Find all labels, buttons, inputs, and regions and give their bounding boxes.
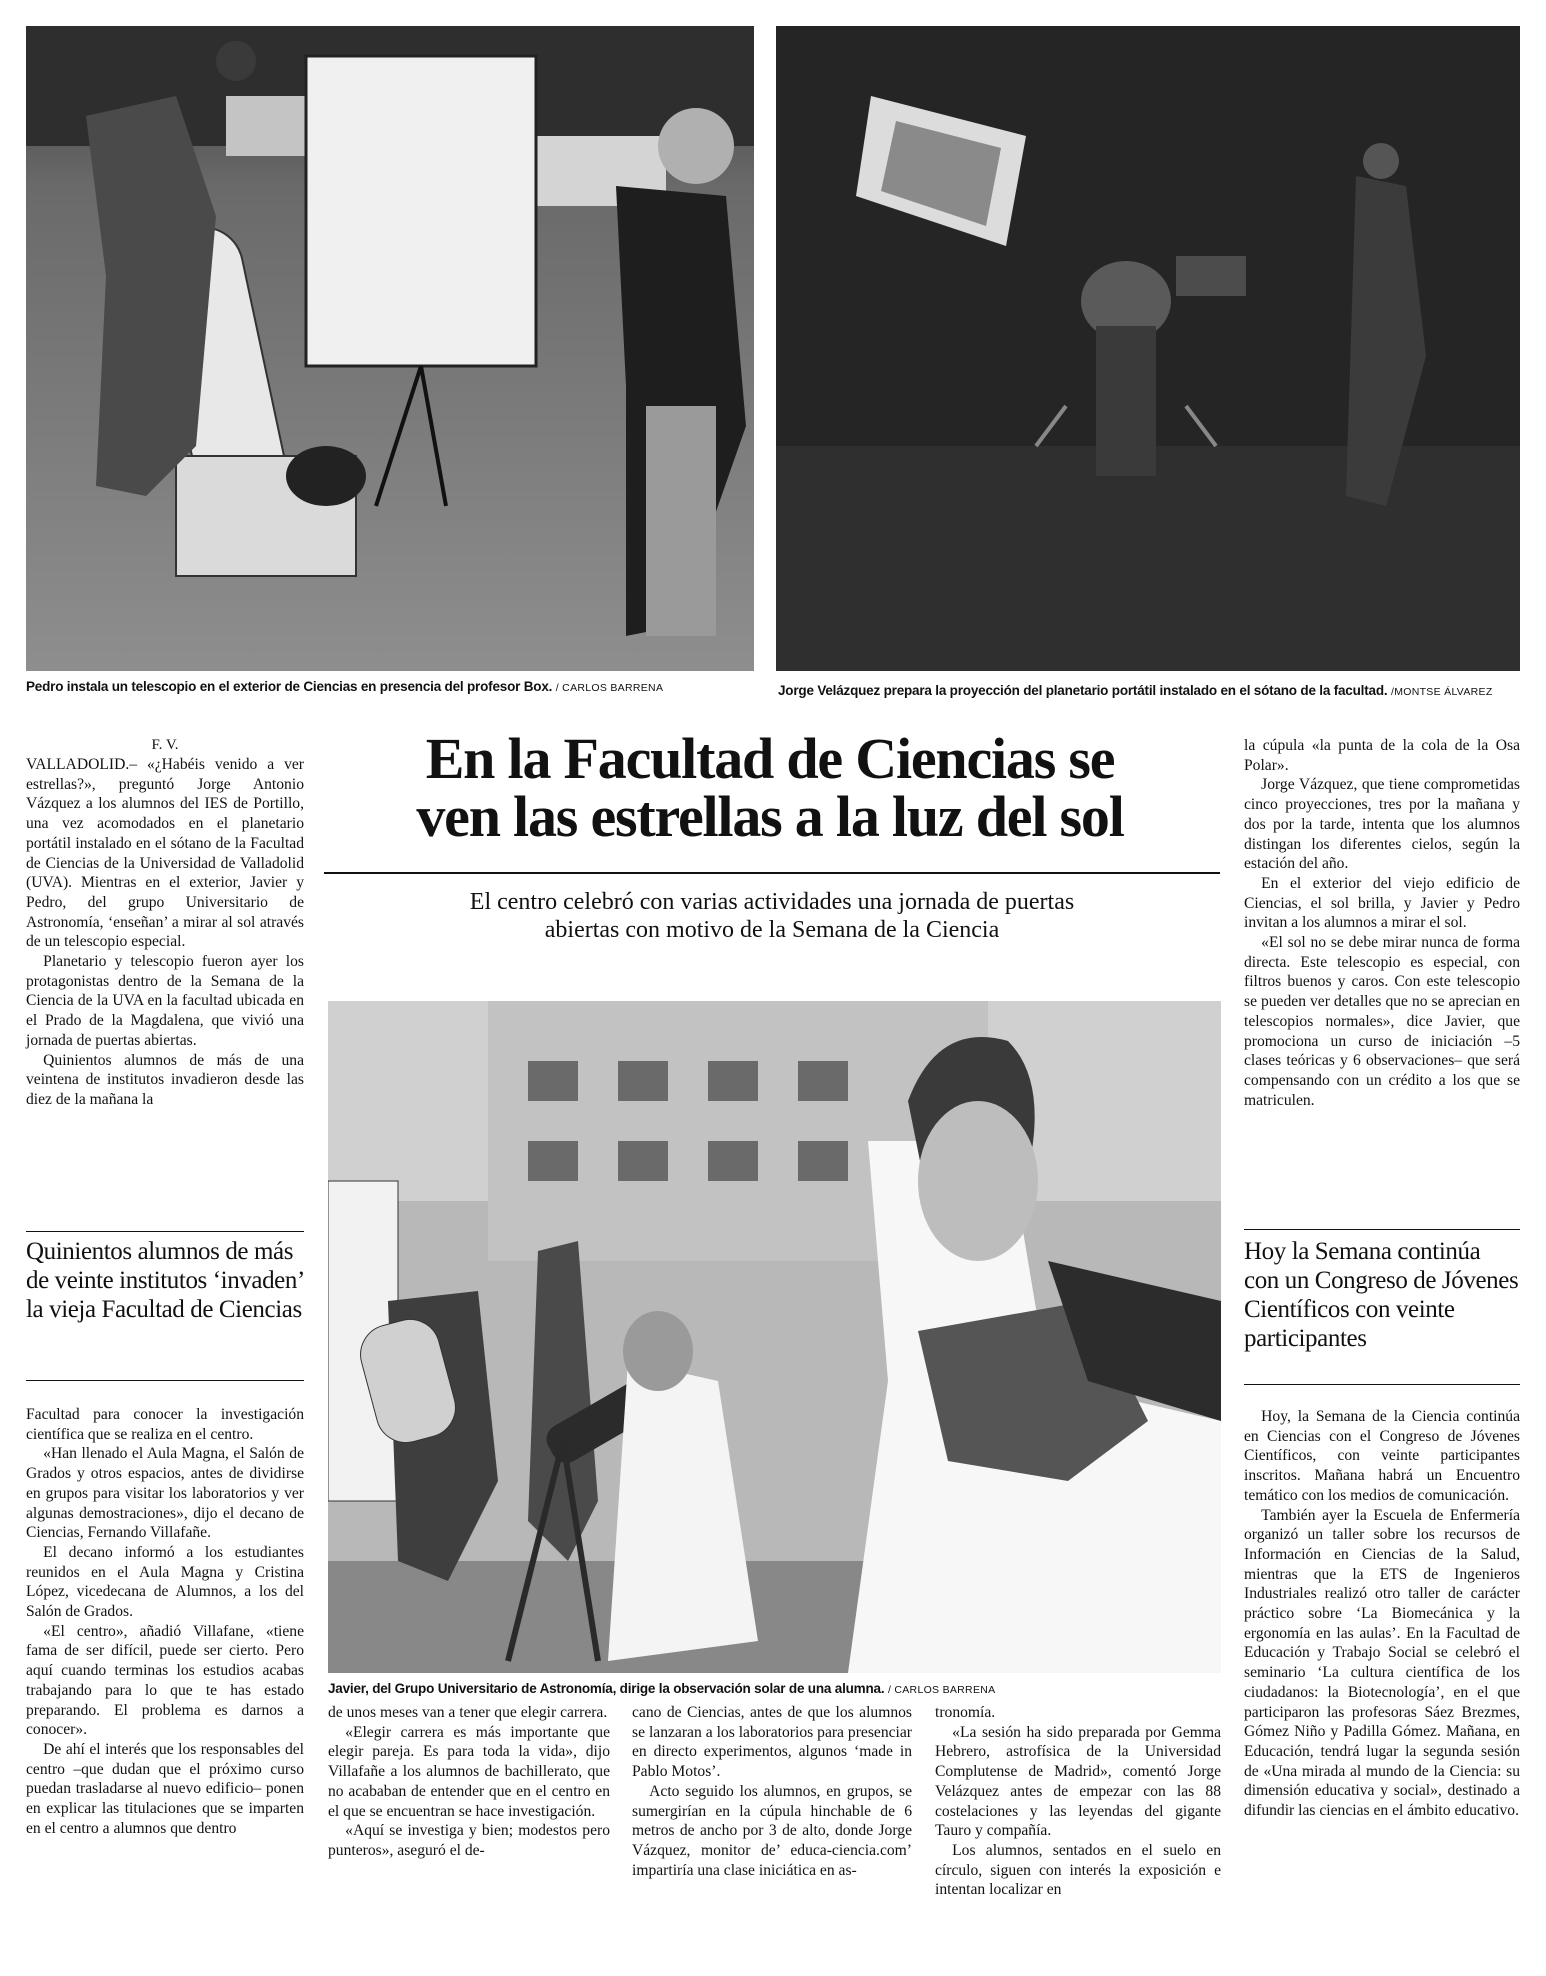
sidebar-top-rule bbox=[1244, 1229, 1520, 1230]
paragraph: VALLADOLID.– «¿Habéis venido a ver estrellas?», preguntó Jorge Antonio Vázquez a los alumnos del IES de Portillo, una vez acomodados en el planetario portátil instalado en el sótano de la Facultad de Ciencias de la Universidad de Valladolid (UVA). Mientras en el exterior, Javier y Pedro, del grupo Universitario de Astronomía, ‘enseñan’ a mirar al sol através de un telescopio especial. bbox=[26, 756, 304, 951]
photo-credit: / CARLOS BARRENA bbox=[555, 682, 664, 694]
article-column-4 bbox=[935, 1703, 1221, 1900]
headline bbox=[320, 726, 1220, 849]
pullquote: Quinientos alumnos de más de veinte institutos ‘invaden’ la vieja Facultad de Ciencias bbox=[26, 1238, 304, 1323]
subhead bbox=[324, 888, 1220, 944]
paragraph: De ahí el interés que los responsables del centro –que dudan que el próximo curso puedan trasladarse al nuevo edificio– ponen en explicar las titulaciones que se imparten en el centro a alumnos que dentro bbox=[26, 1740, 304, 1837]
paragraph: Jorge Vázquez, que tiene comprometidas cinco proyecciones, tres por la mañana y dos por la tarde, intenta que los alumnos distingan los diferentes cielos, según la estación del año. bbox=[1244, 776, 1520, 873]
paragraph: En el exterior del viejo edificio de Ciencias, el sol brilla, y Javier y Pedro invitan a los alumnos a mirar el sol. bbox=[1244, 874, 1520, 932]
sidebar-body bbox=[1244, 1407, 1520, 1821]
article-column-5 bbox=[1244, 736, 1520, 1110]
paragraph: «La sesión ha sido preparada por Gemma Hebrero, astrofísica de la Universidad Complutense de Madrid», comentó Jorge Velázquez antes de empezar con las 88 costelaciones y las leyendas del gigante Tauro y compañía. bbox=[935, 1723, 1221, 1840]
paragraph: Los alumnos, sentados en el suelo en círculo, siguen con interés la exposición e intentan localizar en bbox=[935, 1841, 1221, 1899]
article-column-2 bbox=[328, 1703, 610, 1861]
paragraph: También ayer la Escuela de Enfermería organizó un taller sobre los recursos de Información en Ciencias de la Salud, mientras que la ETS de Ingenieros Industriales realizó otro taller de carácter práctico sobre ‘La Biomecánica y la ergonomía en las aulas’. En la Facultad de Educación y Trabajo Social se celebró el seminario ‘La cultura científica de los ciudadanos: la Biotecnología’, en el que participaron las profesoras Sáez Brezmes, Gómez Niño y Padilla Gómez. Mañana, en Educación, tendrá lugar la segunda sesión de «Una mirada al mundo de la Ciencia: su dimensión educativa y social», destinado a difundir las ciencias en el ámbito educativo. bbox=[1244, 1506, 1520, 1820]
article-column-1b bbox=[26, 1405, 304, 1838]
sidebar-headline: Hoy la Semana continúa con un Congreso de Jóvenes Científicos con veinte participantes bbox=[1244, 1238, 1519, 1352]
headline-rule bbox=[324, 872, 1220, 874]
caption-text: Javier, del Grupo Universitario de Astronomía, dirige la observación solar de una alumna. bbox=[328, 1681, 885, 1696]
paragraph: Acto seguido los alumnos, en grupos, se sumergirían en la cúpula hinchable de 6 metros de ancho por 3 de alto, donde Jorge Vázquez, monitor de’ educa-ciencia.com’ impartiría una clase iniciática en as- bbox=[632, 1782, 912, 1879]
caption-text: Jorge Velázquez prepara la proyección del planetario portátil instalado en el sótano de la facultad. bbox=[778, 683, 1388, 698]
paragraph: «Elegir carrera es más importante que elegir pareja. Es para toda la vida», dijo Villafañe a los alumnos de bachillerato, que no acababan de entender que en el centro en el que se encuentran se hace investigación. bbox=[328, 1723, 610, 1820]
subhead-line-2: abiertas con motivo de la Semana de la Ciencia bbox=[544, 917, 1000, 943]
paragraph: Facultad para conocer la investigación científica que se realiza en el centro. bbox=[26, 1406, 304, 1443]
paragraph: «El centro», añadió Villafane, «tiene fama de ser difícil, puede ser cierto. Pero aquí cuando terminas los estudios acabas trabajando para lo que te has estado preparando. El problema es darnos a conocer». bbox=[26, 1622, 304, 1739]
subhead-line-1: El centro celebró con varias actividades una jornada de puertas bbox=[469, 889, 1075, 915]
paragraph: El decano informó a los estudiantes reunidos en el Aula Magna y Cristina López, vicedecana de Alumnos, a los del Salón de Grados. bbox=[26, 1543, 304, 1621]
sidebar-bottom-rule bbox=[1244, 1384, 1520, 1385]
photo-left-caption bbox=[26, 679, 663, 696]
article-column-1 bbox=[26, 736, 304, 1110]
headline-line-2: ven las estrellas a la luz del sol bbox=[416, 784, 1124, 849]
paragraph: tronomía. bbox=[935, 1704, 996, 1721]
paragraph: Quinientos alumnos de más de una veintena de institutos invadieron desde las diez de la mañana la bbox=[26, 1051, 304, 1108]
byline: F. V. bbox=[151, 737, 179, 753]
paragraph: «Aquí se investiga y bien; modestos pero punteros», aseguró el de- bbox=[328, 1822, 610, 1859]
paragraph: «El sol no se debe mirar nunca de forma directa. Este telescopio es especial, con filtros buenos y caros. Con este telescopio se pueden ver detalles que no se aprecian en telescopios normales», dice Javier, que promociona un curso de iniciación –5 clases teóricas y 6 observaciones– que será compensando con un crédito a los que se matriculen. bbox=[1244, 934, 1520, 1109]
paragraph: cano de Ciencias, antes de que los alumnos se lanzaran a los laboratorios para presenciar en directo experimentos, algunos ‘made in Pablo Motos’. bbox=[632, 1704, 912, 1781]
photo-solar-observation bbox=[328, 1001, 1221, 1673]
photo-credit: /MONTSE ÁLVAREZ bbox=[1390, 686, 1493, 698]
caption-text: Pedro instala un telescopio en el exterior de Ciencias en presencia del profesor Box. bbox=[26, 679, 553, 694]
photo-center-caption bbox=[328, 1681, 995, 1698]
paragraph: «Han llenado el Aula Magna, el Salón de Grados y otros espacios, antes de dividirse en grupos para visitar los laboratorios y ver algunas demostraciones», dijo el decano de Ciencias, Fernando Villafañe. bbox=[26, 1445, 304, 1542]
paragraph: de unos meses van a tener que elegir carrera. bbox=[328, 1704, 608, 1721]
pullquote-bottom-rule bbox=[26, 1380, 304, 1381]
photo-right-caption bbox=[778, 683, 1493, 700]
paragraph: Planetario y telescopio fueron ayer los protagonistas dentro de la Semana de la Ciencia de la UVA en la facultad ubicada en el Prado de la Magdalena, que vivió una jornada de puertas abiertas. bbox=[26, 953, 304, 1049]
headline-line-1: En la Facultad de Ciencias se bbox=[425, 726, 1115, 791]
photo-credit: / CARLOS BARRENA bbox=[887, 1684, 996, 1696]
paragraph: la cúpula «la punta de la cola de la Osa Polar». bbox=[1244, 737, 1520, 774]
photo-telescope-outdoor bbox=[26, 26, 754, 671]
photo-planetarium bbox=[776, 26, 1520, 671]
pullquote-top-rule bbox=[26, 1231, 304, 1232]
article-column-3 bbox=[632, 1703, 912, 1880]
paragraph: Hoy, la Semana de la Ciencia continúa en Ciencias con el Congreso de Jóvenes Científicos, con veinte participantes inscritos. Mañana habrá un Encuentro temático con los medios de comunicación. bbox=[1244, 1408, 1520, 1504]
